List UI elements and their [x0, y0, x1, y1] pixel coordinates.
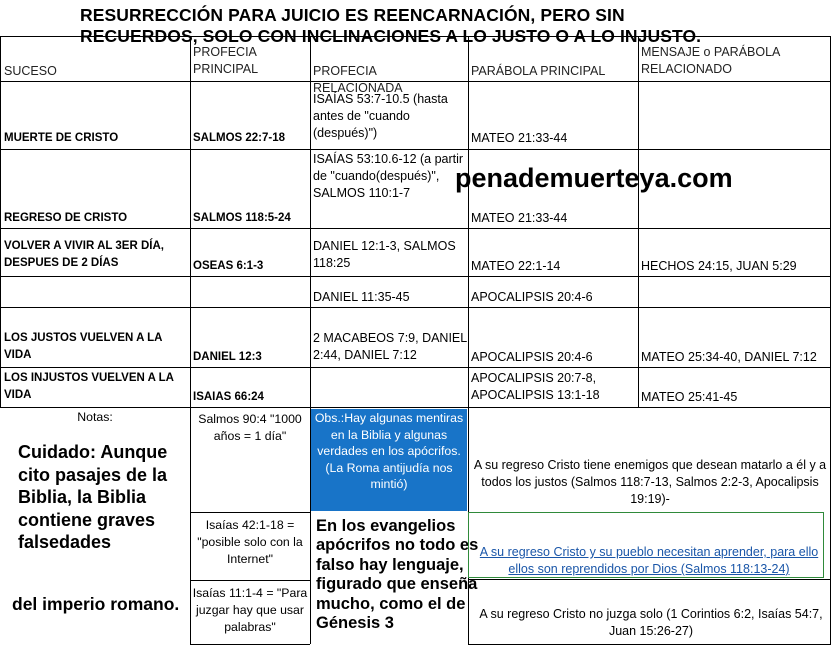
apocrifos-text: En los evangelios apócrifos no todo es falso hay lenguaje, figurado que enseña mucho, como el de Génesis 3 — [316, 517, 479, 633]
row3-parabola: MATEO 22:1-14 — [471, 259, 561, 273]
row2-parabola: MATEO 21:33-44 — [471, 211, 568, 225]
note-isaias-11: Isaías 11:1-4 = "Para juzgar hay que usar palabras" — [192, 586, 308, 634]
note-isaias-42: Isaías 42:1-18 = "posible solo con la Internet" — [197, 518, 303, 566]
row3-mensaje: HECHOS 24:15, JUAN 5:29 — [641, 259, 797, 273]
table-line — [468, 579, 831, 580]
row3-relacionada: DANIEL 12:1-3, SALMOS 118:25 — [313, 239, 456, 270]
table-line — [190, 580, 310, 581]
table-line — [310, 36, 311, 644]
note-no-juzga-solo: A su regreso Cristo no juzga solo (1 Corintios 6:2, Isaías 54:7, Juan 15:26-27) — [479, 607, 823, 638]
table-line — [468, 644, 831, 645]
note-enemigos: A su regreso Cristo tiene enemigos que desean matarlo a él y a todos los justos (Salmos 118:7-13, Salmos 2:2-3, Apocalipsis 19:19)- — [473, 458, 827, 506]
header-profecia-principal: PROFECIA PRINCIPAL — [193, 45, 259, 76]
row5-suceso: LOS JUSTOS VUELVEN A LA VIDA — [4, 332, 163, 361]
table-line — [0, 149, 831, 150]
row3-suceso: VOLVER A VIVIR AL 3ER DÍA, DESPUES DE 2 DÍAS — [4, 240, 164, 269]
site-watermark: penademuerteya.com — [455, 163, 733, 193]
warning-tail: del imperio romano. — [12, 594, 180, 614]
notes-label: Notas: — [77, 410, 113, 424]
row2-profecia: SALMOS 118:5-24 — [193, 212, 291, 224]
warning-text: Cuidado: Aunque cito pasajes de la Biblia, la Biblia contiene graves falsedades — [18, 442, 168, 552]
note-aprender-link[interactable]: A su regreso Cristo y su pueblo necesitan aprender, para ello ellos son reprendidos por Dios (Salmos 118:13-24) — [479, 545, 819, 576]
obs-highlight-box — [311, 409, 467, 511]
table-line — [638, 36, 639, 408]
row5-profecia: DANIEL 12:3 — [193, 351, 262, 363]
row6-mensaje: MATEO 25:41-45 — [641, 390, 738, 404]
row5-parabola: APOCALIPSIS 20:4-6 — [471, 350, 593, 364]
header-mensaje: MENSAJE o PARÁBOLA RELACIONADO — [641, 45, 780, 76]
table-line — [0, 276, 831, 277]
header-suceso: SUCESO — [4, 64, 57, 78]
table-line — [190, 644, 310, 645]
table-line — [190, 512, 310, 513]
table-line — [0, 228, 831, 229]
row3-profecia: OSEAS 6:1-3 — [193, 260, 264, 272]
row1-suceso: MUERTE DE CRISTO — [4, 132, 119, 144]
row1-parabola: MATEO 21:33-44 — [471, 131, 568, 145]
row4-relacionada: DANIEL 11:35-45 — [313, 290, 410, 304]
row1-profecia: SALMOS 22:7-18 — [193, 132, 286, 144]
note-salmos-90: Salmos 90:4 "1000 años = 1 día" — [198, 412, 302, 443]
page-title — [80, 5, 701, 47]
row2-relacionada: ISAÍAS 53:10.6-12 (a partir de "cuando(después)", SALMOS 110:1-7 — [313, 152, 464, 200]
row4-parabola: APOCALIPSIS 20:4-6 — [471, 290, 593, 304]
obs-text: Obs.:Hay algunas mentiras en la Biblia y algunas verdades en los apócrifos. (La Roma antijudía nos mintió) — [314, 411, 464, 492]
row6-parabola: APOCALIPSIS 20:7-8, APOCALIPSIS 13:1-18 — [471, 371, 600, 402]
table-line — [0, 407, 831, 408]
row2-suceso: REGRESO DE CRISTO — [4, 212, 128, 224]
title-line-2: RECUERDOS, SOLO CON INCLINACIONES A LO JUSTO O A LO INJUSTO. — [80, 26, 702, 46]
table-line — [0, 367, 831, 368]
row5-mensaje: MATEO 25:34-40, DANIEL 7:12 — [641, 350, 817, 364]
table-line — [0, 307, 831, 308]
header-profecia-relacionada: PROFECIA RELACIONADA — [313, 64, 403, 95]
table-line — [0, 36, 1, 408]
row5-relacionada: 2 MACABEOS 7:9, DANIEL 2:44, DANIEL 7:12 — [313, 331, 467, 362]
title-line-1: RESURRECCIÓN PARA JUICIO ES REENCARNACIÓN, PERO SIN — [80, 5, 625, 25]
row6-suceso: LOS INJUSTOS VUELVEN A LA VIDA — [4, 372, 174, 401]
header-parabola-principal: PARÁBOLA PRINCIPAL — [471, 64, 606, 78]
row1-relacionada: ISAÍAS 53:7-10.5 (hasta antes de "cuando (después)") — [313, 92, 448, 140]
row6-profecia: ISAIAS 66:24 — [193, 391, 264, 403]
